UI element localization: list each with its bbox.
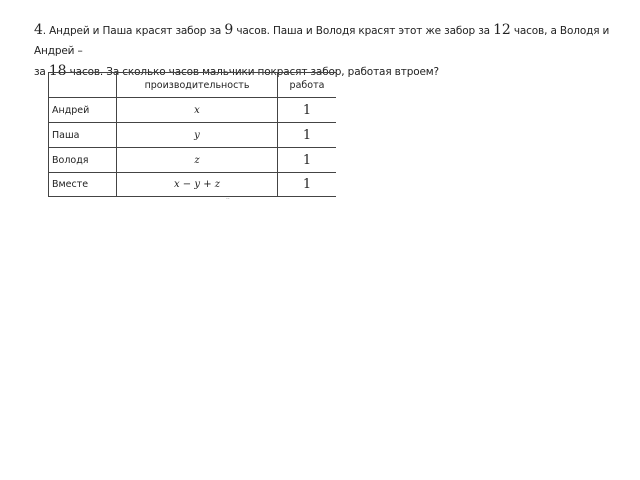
row-rate: x: [117, 98, 278, 123]
problem-text-b: часов. Паша и Володя красят этот же забор за: [233, 25, 494, 37]
row-name: Андрей: [49, 98, 117, 123]
table-row: [49, 98, 337, 123]
row-work: 1: [278, 98, 337, 123]
table-row: [49, 173, 337, 197]
row-work: 1: [278, 123, 337, 148]
footer-mark: ··: [226, 196, 230, 203]
problem-text-d: за: [34, 66, 49, 78]
table-row: [49, 123, 337, 148]
row-work: 1: [278, 173, 337, 197]
row-rate: y: [117, 123, 278, 148]
row-work: 1: [278, 148, 337, 173]
row-name: Паша: [49, 123, 117, 148]
work-table: [48, 72, 336, 197]
row-name: Вместе: [49, 173, 117, 197]
problem-text-c: часов, а Володя и Андрей –: [34, 25, 610, 57]
hours-2: 12: [493, 22, 511, 38]
table: [48, 72, 336, 197]
table-row: [49, 148, 337, 173]
row-rate: x − y + z: [117, 173, 278, 197]
header-empty: [49, 73, 117, 98]
hours-1: 9: [224, 22, 234, 38]
table-header-row: [49, 73, 337, 98]
problem-number: 4: [34, 22, 43, 38]
problem-text-a: . Андрей и Паша красят забор за: [42, 25, 225, 37]
problem-text-e: часов. За сколько часов мальчики покрасят забор, работая втроем?: [66, 66, 439, 78]
header-work: работа: [278, 73, 337, 98]
row-rate: z: [117, 148, 278, 173]
header-productivity: производительность: [117, 73, 278, 98]
hours-3: 18: [48, 63, 67, 79]
row-name: Володя: [49, 148, 117, 173]
